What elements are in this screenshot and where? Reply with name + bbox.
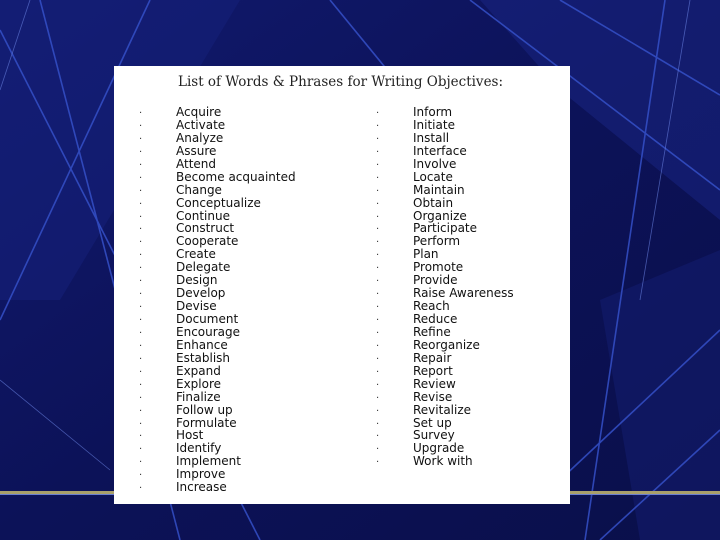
bullet-icon: · [376, 418, 380, 430]
bullet-icon: · [376, 392, 380, 404]
bullet-icon: · [139, 379, 143, 391]
list-item-label: Encourage [176, 324, 241, 339]
list-item-label: Install [413, 130, 450, 145]
list-item-label: Expand [176, 363, 221, 378]
bullet-icon: · [139, 237, 143, 249]
list-item-label: Document [176, 312, 239, 326]
list-item-label: Improve [176, 467, 226, 482]
bullet-icon: · [139, 483, 143, 495]
bullet-icon: · [139, 133, 143, 145]
bullet-icon: · [139, 444, 143, 456]
bullet-icon: · [139, 108, 143, 119]
bullet-icon: · [376, 120, 380, 132]
list-item-label: Report [413, 363, 453, 378]
list-item-label: Upgrade [413, 441, 465, 456]
bullet-icon: · [376, 263, 380, 275]
list-item-label: Raise Awareness [413, 286, 514, 301]
bullet-icon: · [139, 250, 143, 262]
bullet-icon: · [376, 108, 380, 119]
bullet-icon: · [376, 198, 380, 210]
list-item-label: Cooperate [176, 234, 239, 249]
list-title: List of Words & Phrases for Writing Objectives: [178, 74, 504, 90]
bullet-icon: · [376, 405, 380, 417]
bullet-icon: · [376, 327, 380, 339]
list-item-label: Organize [413, 208, 467, 223]
list-item-label: Construct [176, 221, 235, 236]
list-item-label: Explore [176, 376, 222, 391]
list-item-label: Work with [413, 454, 473, 469]
bullet-icon: · [139, 431, 143, 443]
bullet-icon: · [139, 457, 143, 469]
list-item [139, 235, 296, 248]
list-item-label: Set up [413, 415, 452, 430]
word-list-sheet [114, 66, 570, 504]
bullet-icon: · [376, 302, 380, 314]
list-item-label: Activate [176, 117, 226, 132]
list-item-label: Locate [413, 169, 453, 184]
bullet-icon: · [376, 340, 380, 352]
bullet-icon: · [139, 405, 143, 417]
bullet-icon: · [376, 159, 380, 171]
list-item-label: Devise [176, 299, 217, 314]
list-item-label: Follow up [176, 402, 233, 417]
list-item-label: Enhance [176, 337, 228, 352]
bullet-icon: · [139, 172, 143, 184]
list-item [139, 145, 296, 158]
list-item-label: Create [176, 247, 216, 262]
bullet-icon: · [376, 237, 380, 249]
bullet-icon: · [376, 431, 380, 443]
list-item-label: Participate [413, 221, 478, 236]
list-item-label: Repair [413, 350, 452, 365]
bullet-icon: · [139, 120, 143, 132]
list-item-label: Increase [176, 480, 227, 495]
bullet-icon: · [139, 392, 143, 404]
list-item [376, 455, 514, 468]
list-item-label: Delegate [176, 260, 231, 275]
list-item-label: Analyze [176, 130, 224, 145]
bullet-icon: · [376, 379, 380, 391]
list-item-label: Perform [413, 234, 461, 249]
list-item [139, 417, 296, 430]
bullet-icon: · [376, 172, 380, 184]
bullet-icon: · [139, 327, 143, 339]
bullet-icon: · [376, 146, 380, 158]
list-item-label: Obtain [413, 195, 454, 210]
list-item [376, 235, 514, 248]
bullet-icon: · [376, 366, 380, 378]
list-item-label: Review [413, 376, 456, 391]
list-item-label: Survey [413, 428, 455, 443]
list-item-label: Implement [176, 454, 241, 469]
right-word-column [376, 106, 514, 468]
list-item-label: Continue [176, 208, 230, 223]
bullet-icon: · [376, 133, 380, 145]
list-item-label: Reduce [413, 312, 458, 326]
bullet-icon: · [139, 211, 143, 223]
bullet-icon: · [376, 315, 380, 326]
bullet-icon: · [139, 146, 143, 158]
bullet-icon: · [139, 340, 143, 352]
list-item-label: Promote [413, 260, 464, 275]
list-item-label: Involve [413, 156, 457, 171]
bullet-icon: · [139, 185, 143, 197]
bullet-icon: · [139, 315, 143, 326]
bullet-icon: · [376, 289, 380, 301]
list-item-label: Reorganize [413, 337, 480, 352]
bullet-icon: · [139, 302, 143, 314]
list-item-label: Develop [176, 286, 226, 301]
bullet-icon: · [376, 444, 380, 456]
list-item [139, 287, 296, 300]
bullet-icon: · [376, 276, 380, 288]
list-item-label: Revise [413, 389, 453, 404]
list-item-label: Refine [413, 324, 451, 339]
bullet-icon: · [139, 470, 143, 482]
list-item-label: Formulate [176, 415, 237, 430]
bullet-icon: · [139, 418, 143, 430]
list-item-label: Conceptualize [176, 195, 261, 210]
bullet-icon: · [139, 198, 143, 210]
left-word-column [139, 106, 296, 494]
list-item-label: Provide [413, 273, 458, 288]
list-item-label: Establish [176, 350, 231, 365]
list-item-label: Finalize [176, 389, 221, 404]
list-item-label: Reach [413, 299, 450, 314]
list-item-label: Attend [176, 156, 217, 171]
list-item-label: Revitalize [413, 402, 472, 417]
bullet-icon: · [376, 185, 380, 197]
list-item-label: Maintain [413, 182, 465, 197]
list-item-label: Design [176, 273, 218, 288]
list-item [139, 132, 296, 145]
bullet-icon: · [139, 159, 143, 171]
list-item-label: Assure [176, 143, 217, 158]
list-item [139, 481, 296, 494]
list-item-label: Interface [413, 143, 467, 158]
bullet-icon: · [376, 457, 380, 469]
bullet-icon: · [139, 289, 143, 301]
bullet-icon: · [376, 224, 380, 236]
bullet-icon: · [139, 366, 143, 378]
list-item-label: Change [176, 182, 222, 197]
list-item-label: Become acquainted [176, 169, 296, 184]
bullet-icon: · [139, 276, 143, 288]
list-item-label: Identify [176, 441, 222, 456]
list-item-label: Plan [413, 247, 439, 262]
list-item-label: Host [176, 428, 204, 443]
list-item-label: Acquire [176, 105, 222, 119]
bullet-icon: · [139, 224, 143, 236]
bullet-icon: · [139, 263, 143, 275]
bullet-icon: · [139, 353, 143, 365]
bullet-icon: · [376, 353, 380, 365]
list-item-label: Inform [413, 105, 453, 119]
bullet-icon: · [376, 250, 380, 262]
bullet-icon: · [376, 211, 380, 223]
list-item-label: Initiate [413, 117, 455, 132]
